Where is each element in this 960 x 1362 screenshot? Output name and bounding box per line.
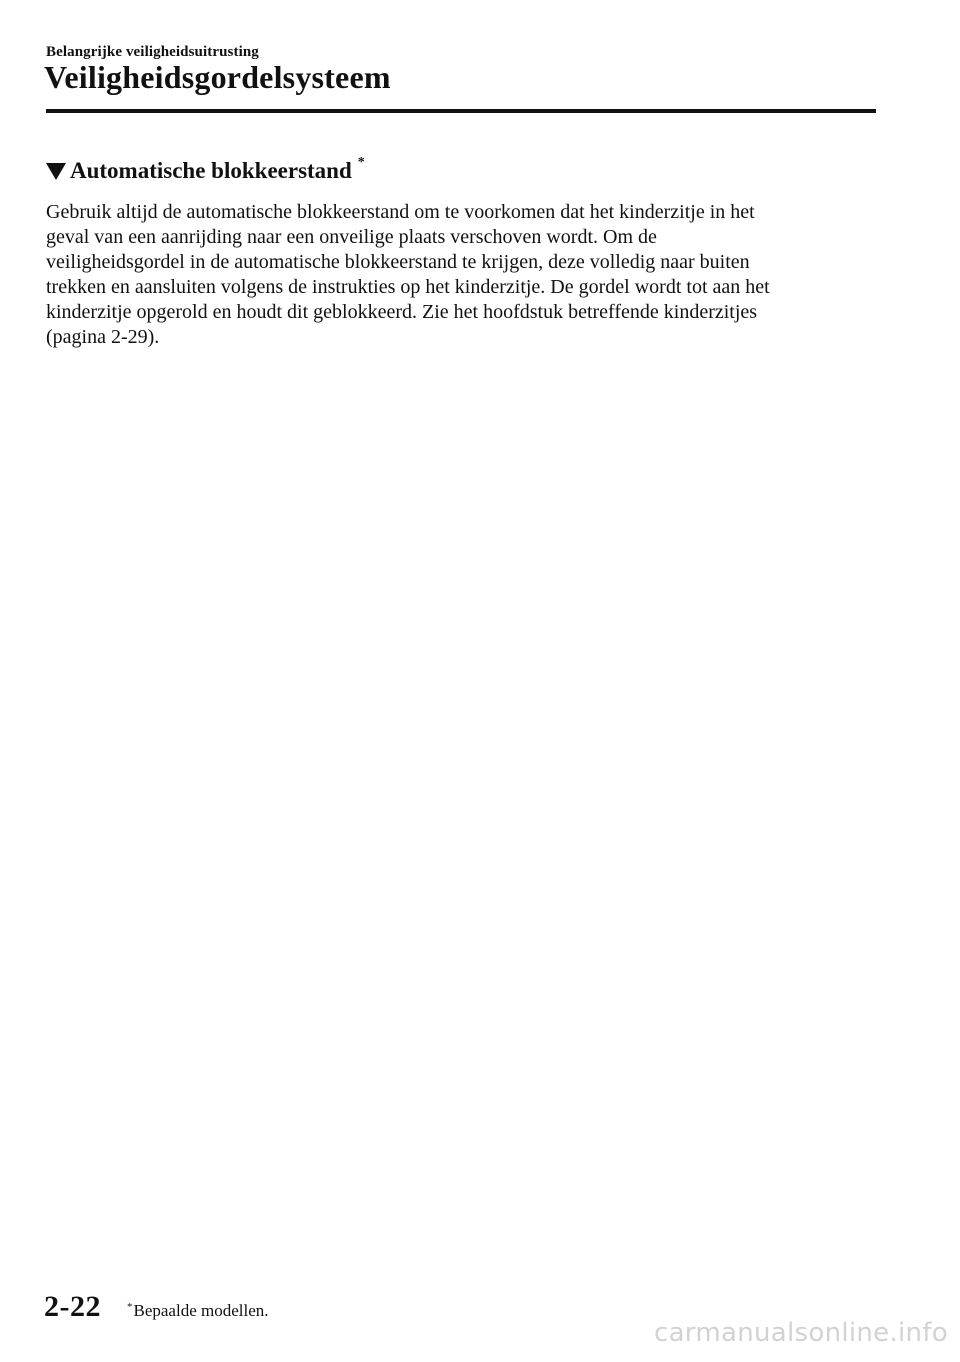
watermark: carmanualsonline.info — [653, 1318, 948, 1348]
triangle-down-icon — [46, 163, 66, 180]
asterisk-icon: * — [357, 155, 365, 170]
title-divider — [46, 109, 876, 113]
subsection-heading-text: Automatische blokkeerstand — [70, 158, 352, 183]
chapter-label: Belangrijke veiligheidsuitrusting — [46, 44, 259, 60]
paragraph-line: veiligheidsgordel in de automatische blokkeerstand te krijgen, deze volledig naar buiten — [46, 251, 750, 273]
body-paragraph — [46, 200, 876, 350]
page-number: 2-22 — [44, 1290, 101, 1323]
footnote-text: Bepaalde modellen. — [133, 1301, 269, 1320]
page-footer — [44, 1290, 269, 1324]
page-title: Veiligheidsgordelsysteem — [44, 59, 391, 95]
paragraph-line: trekken en aansluiten volgens de instrukties op het kinderzitje. De gordel wordt tot aan het — [46, 276, 770, 298]
paragraph-line: (pagina 2-29). — [46, 326, 160, 348]
paragraph-line: Gebruik altijd de automatische blokkeerstand om te voorkomen dat het kinderzitje in het — [46, 201, 755, 223]
footnote — [127, 1301, 269, 1321]
asterisk-icon: * — [127, 1301, 133, 1313]
paragraph-line: kinderzitje opgerold en houdt dit geblokkeerd. Zie het hoofdstuk betreffende kinderzitjes — [46, 301, 758, 323]
paragraph-line: geval van een aanrijding naar een onveilige plaats verschoven wordt. Om de — [46, 226, 657, 248]
subsection-heading — [46, 155, 365, 184]
